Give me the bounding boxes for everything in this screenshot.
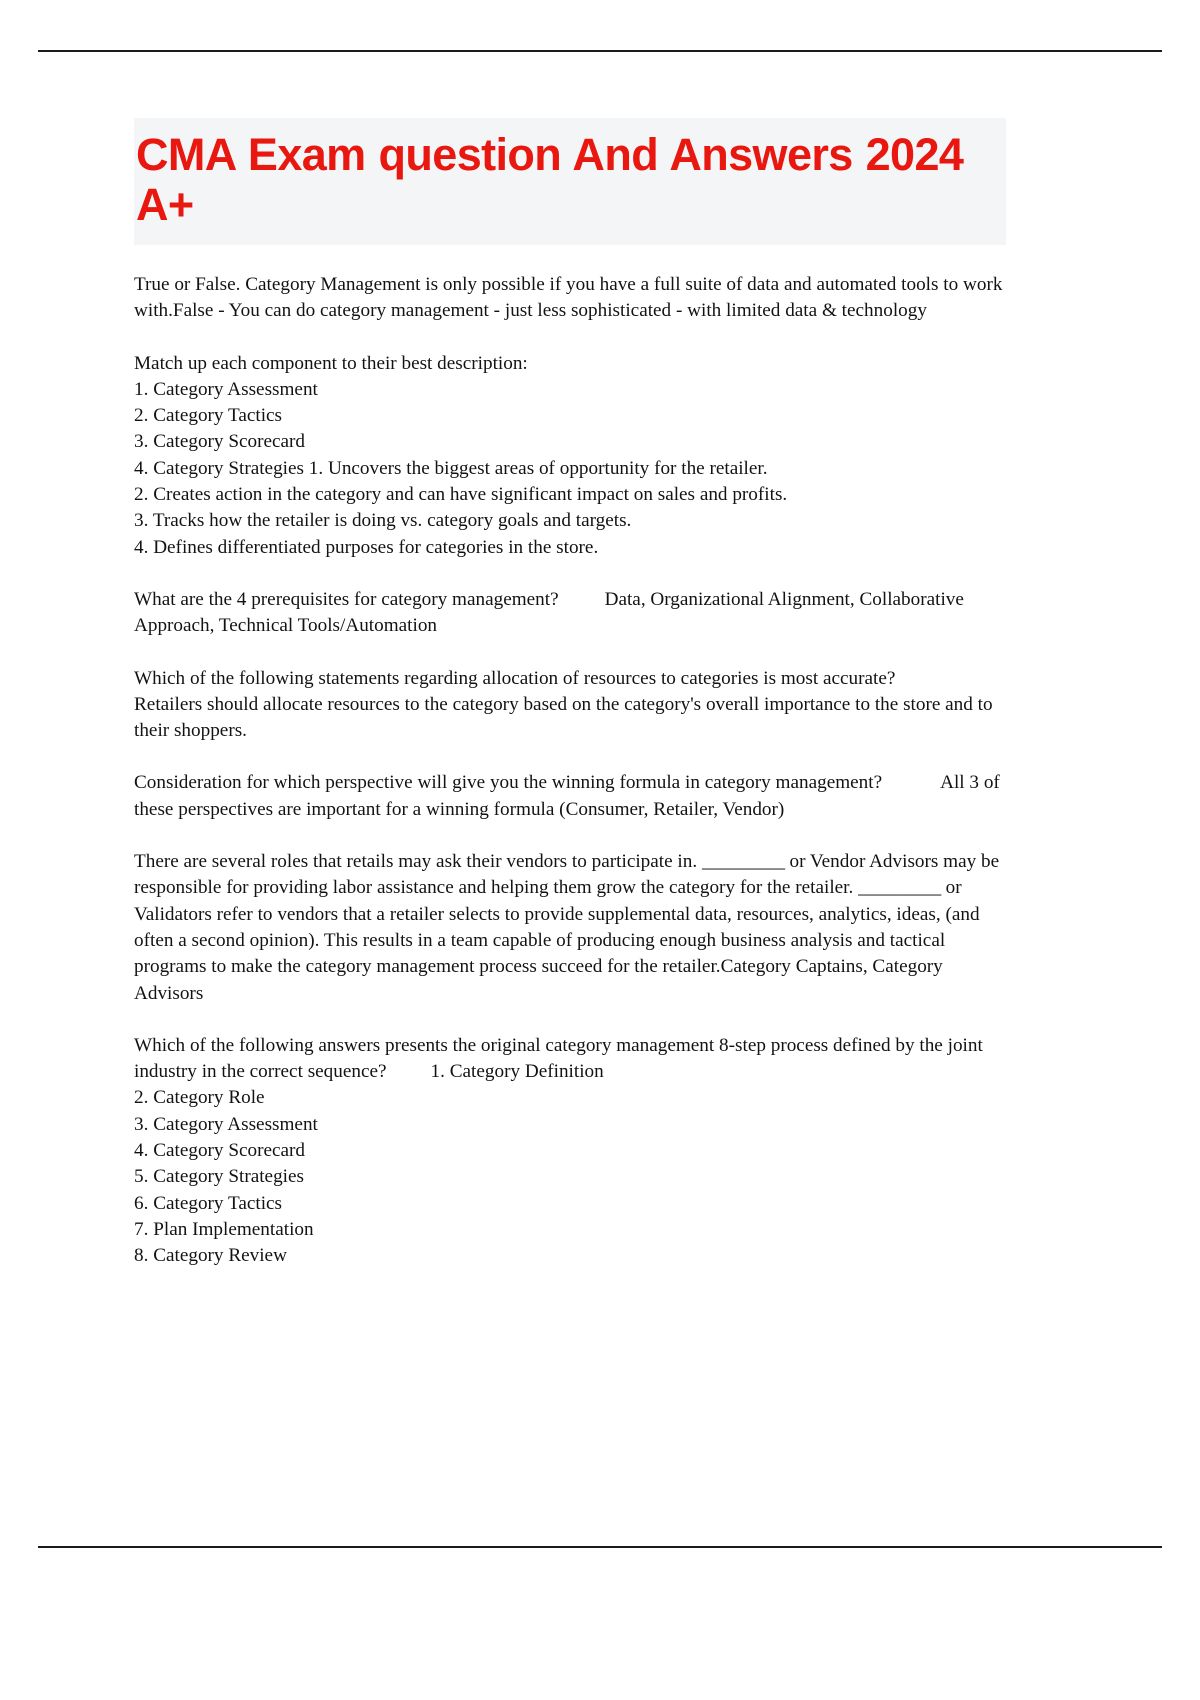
eight-step-question: Which of the following answers presents the original category management 8-step process defined by the joint industry in the correct sequence? [134,1034,988,1083]
eight-step-2: 2. Category Role [134,1087,265,1109]
eight-step-4: 4. Category Scorecard [134,1140,306,1162]
eight-step-8: 8. Category Review [134,1245,287,1267]
qa-block-prerequisites [134,587,1008,640]
vendor-roles-text-part-1: There are several roles that retails may ask their vendors to participate in. [134,851,702,873]
document-body [134,272,1008,1270]
eight-step-5: 5. Category Strategies [134,1166,304,1188]
document-title-band [134,118,1006,245]
qa-block-resource-allocation [134,666,1008,745]
qa-block-perspectives [134,770,1008,823]
eight-step-3: 3. Category Assessment [134,1113,318,1135]
eight-step-1: 1. Category Definition [430,1061,604,1083]
perspectives-question: Consideration for which perspective will give you the winning formula in category management? [134,772,883,794]
match-desc-4: 4. Defines differentiated purposes for categories in the store. [134,536,599,558]
resource-allocation-question: Which of the following statements regarding allocation of resources to categories is most accurate? [134,667,896,689]
perspectives-paragraph [134,770,1008,823]
prerequisites-question: What are the 4 prerequisites for category management? [134,588,559,610]
fill-in-blank-2: _________ [858,877,941,899]
qa-block-true-false [134,272,1008,325]
eight-step-6: 6. Category Tactics [134,1192,283,1214]
qa-true-false-text: True or False. Category Management is only possible if you have a full suite of data and automated tools to work with.False - You can do category management - just less sophisticated - with limited data & technology [134,274,1008,322]
prerequisites-answer: Data, Organizational Alignment, Collaborative Approach, Technical Tools/Automation [134,588,968,637]
page-top-divider [38,50,1162,52]
qa-block-match-components [134,351,1008,561]
eight-step-7: 7. Plan Implementation [134,1218,314,1240]
page-bottom-divider [38,1546,1162,1548]
resource-allocation-paragraph [134,666,1008,745]
vendor-roles-text-part-3: or Validators refer to vendors that a retailer selects to provide supplemental data, resources, analytics, ideas, (and often a second opinion). This results in a team capable of producing enough business analysis and tactical programs to make the category management process succeed for the retailer.Category Captains, Category Advisors [134,877,985,1004]
prerequisites-paragraph [134,587,1008,640]
match-item-1: 1. Category Assessment [134,378,318,400]
vendor-roles-text-part-2: or Vendor Advisors may be responsible for providing labor assistance and helping them grow the category for the retailer. [134,851,1004,899]
qa-block-vendor-roles [134,849,1008,1007]
fill-in-blank-1: _________ [701,851,785,873]
match-item-4: 4. Category Strategies 1. Uncovers the biggest areas of opportunity for the retailer. [134,457,768,479]
perspectives-answer: All 3 of these perspectives are important for a winning formula (Consumer, Retailer, Vendor) [134,772,1005,820]
resource-allocation-answer: Retailers should allocate resources to the category based on the category's overall importance to the store and to their shoppers. [134,693,998,742]
vendor-roles-paragraph [134,849,1008,1007]
page-title: CMA Exam question And Answers 2024 A+ [136,129,964,231]
eight-step-paragraph [134,1033,1008,1086]
match-item-3: 3. Category Scorecard [134,431,306,453]
match-item-2: 2. Category Tactics [134,405,283,427]
match-desc-2: 2. Creates action in the category and can have significant impact on sales and profits. [134,484,788,506]
qa-block-eight-step-process [134,1033,1008,1270]
match-prompt: Match up each component to their best description: [134,352,528,374]
match-desc-3: 3. Tracks how the retailer is doing vs. category goals and targets. [134,510,632,532]
